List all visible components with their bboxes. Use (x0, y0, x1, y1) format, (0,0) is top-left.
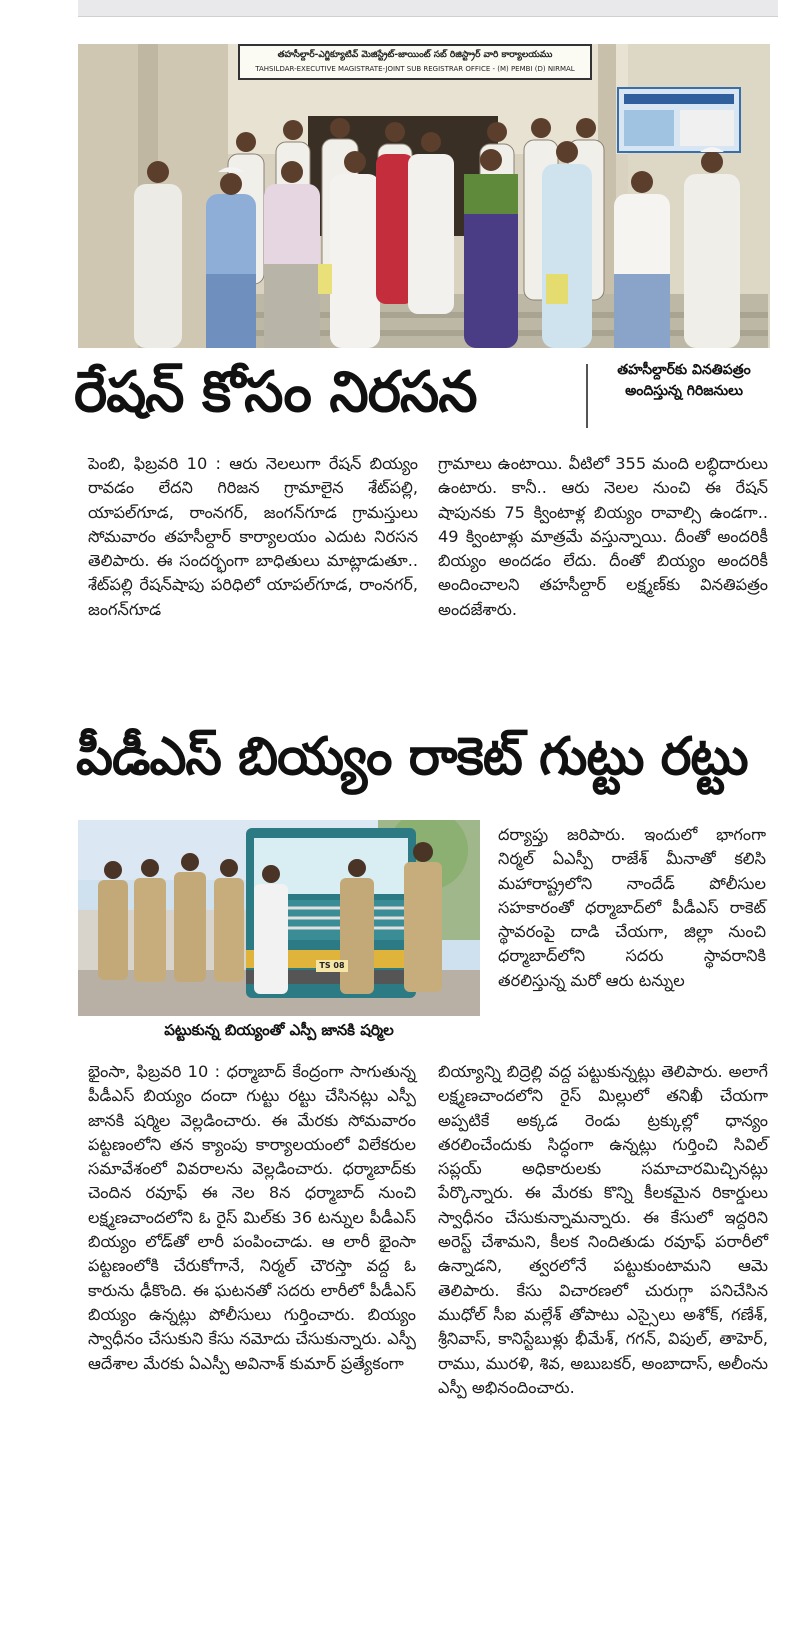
protest-photo (78, 44, 770, 348)
story2-column-2-top: దర్యాప్తు జరిపారు. ఇందులో భాగంగా నిర్మల్ ఏఎస్పీ రాజేశ్ మీనాతో కలిసి మహారాష్ట్రలోని నాందేడ్ పోలీసుల సహకారంతో ధర్మాబాద్‌లో పీడీఎస్ రాకెట్ స్థావరంపై దాడి చేయగా, జిల్లా నుంచి ధర్మాబాద్‌లోని సదరు స్థావరానికి తరలిస్తున్న మరో ఆరు టన్నుల (498, 825, 766, 990)
headline-separator (586, 364, 588, 428)
story2-column-1: భైంసా, ఫిబ్రవరి 10 : ధర్మాబాద్ కేంద్రంగా సాగుతున్న పీడీఎస్ బియ్యం దందా గుట్టు రట్టు చేసినట్లు ఎస్పీ జానకి షర్మిల వెల్లడించారు. ఈ మేరకు సోమవారం పట్టణంలోని తన క్యాంపు కార్యాలయంలో విలేకరుల సమావేశంలో వివరాలను వెల్లడించారు. ధర్మాబాద్‌కు చెందిన రవూఫ్ ఈ నెల 8న ధర్మాబాద్ నుంచి లక్ష్మణచాందలోని ఓ రైస్ మిల్‌కు 36 టన్నుల పీడీఎస్ బియ్యం లోడ్‌తో లారీ పంపించాడు. ఆ లారీ భైంసా పట్టణంలోకి చేరుకోగానే, నిర్మల్ చౌరస్తా వద్ద ఓ కారును ఢీకొంది. ఈ ఘటనతో సదరు లారీలో పీడీఎస్ బియ్యం ఉన్నట్లు పోలీసులు గుర్తించారు. బియ్యం స్వాధీనం చేసుకుని కేసు నమోదు చేసుకున్నారు. ఎస్పీ ఆదేశాల మేరకు ఏఎస్పీ అవినాశ్ కుమార్ ప్రత్యేకంగా (88, 1062, 416, 1373)
office-signboard (238, 44, 592, 80)
truck-number-plate: TS 08 (316, 960, 348, 972)
story1-photo-caption: తహసీల్దార్‌కు వినతిపత్రం అందిస్తున్న గిరిజనులు (617, 362, 751, 399)
story2-column-2-bottom: బియ్యాన్ని బిద్రెల్లి వద్ద పట్టుకున్నట్లు తెలిపారు. అలాగే లక్ష్మణచాందలోని రైస్ మిల్లులో తనిఖీ చేయగా అప్పటికే అక్కడ రెండు ట్రక్కుల్లో ధాన్యం తరలించేందుకు సిద్ధంగా ఉన్నట్లు గుర్తించి సివిల్ సప్లయ్ అధికారులకు సమాచారమిచ్చినట్లు పేర్కొన్నారు. ఈ మేరకు కొన్ని కీలకమైన రికార్డులు స్వాధీనం చేసుకున్నామన్నారు. ఈ కేసులో ఇద్దరిని అరెస్ట్ చేశామని, కీలక నిందితుడు రవూఫ్ పరారీలో ఉన్నాడని, త్వరలోనే పట్టుకుంటామని ఆమె తెలిపారు. కేసు విచారణలో చురుగ్గా పనిచేసిన ముధోల్ సీఐ మల్లేశ్ తోపాటు ఎస్సైలు అశోక్, గణేశ్, శ్రీనివాస్, కానిస్టేబుళ్లు భీమేశ్, గగన్, విపుల్, తాహెర్, రాము, మురళి, శివ, అబుబకర్, అంబాదాస్, అలీంను ఎస్పీ అభినందించారు. (438, 1062, 768, 1397)
story2-headline: పీడీఎస్ బియ్యం రాకెట్ గుట్టు రట్టు (76, 727, 748, 787)
office-sign-telugu: తహసీల్దార్-ఎగ్జిక్యూటివ్ మెజిస్ట్రేట్-జాయింట్ సబ్ రిజిస్ట్రార్ వారి కార్యాలయము (277, 50, 553, 60)
seized-truck-photo (78, 820, 480, 1016)
office-sign-english: TAHSILDAR-EXECUTIVE MAGISTRATE-JOINT SUB REGISTRAR OFFICE - (M) PEMBI (D) NIRMAL (255, 65, 575, 73)
protest-photo-graphic (78, 44, 770, 348)
browser-top-bar (78, 0, 778, 17)
story1-headline: రేషన్ కోసం నిరసన (74, 360, 477, 425)
story1-column-1: పెంబి, ఫిబ్రవరి 10 : ఆరు నెలలుగా రేషన్ బియ్యం రావడం లేదని గిరిజన గ్రామాలైన శేట్‌పల్లి, యాపల్‌గూడ, రాంనగర్, జంగన్‌గూడ గ్రామస్తులు సోమవారం తహసీల్దార్ కార్యాలయం ఎదుట నిరసన తెలిపారు. ఈ సందర్భంగా బాధితులు మాట్లాడుతూ.. శేట్‌పల్లి రేషన్‌షాపు పరిధిలో యాపల్‌గూడ, రాంనగర్, జంగన్‌గూడ (88, 454, 418, 619)
story1-column-2: గ్రామాలు ఉంటాయి. వీటిలో 355 మంది లబ్ధిదారులు ఉంటారు. కానీ.. ఆరు నెలల నుంచి ఈ రేషన్ షాపునకు 75 క్వింటాళ్ల బియ్యం రావాల్సి ఉండగా.. 49 క్వింటాళ్లు మాత్రమే వస్తున్నాయి. దీంతో అందరికీ బియ్యం అందడం లేదు. దీంతో బియ్యం అందరికీ అందించాలని తహసీల్దార్ లక్ష్మణ్‌కు వినతిపత్రం అందజేశారు. (438, 454, 768, 619)
story2-photo-caption: పట్టుకున్న బియ్యంతో ఎస్పీ జానకి షర్మిల (164, 1021, 394, 1039)
seized-truck-graphic (78, 820, 480, 1016)
